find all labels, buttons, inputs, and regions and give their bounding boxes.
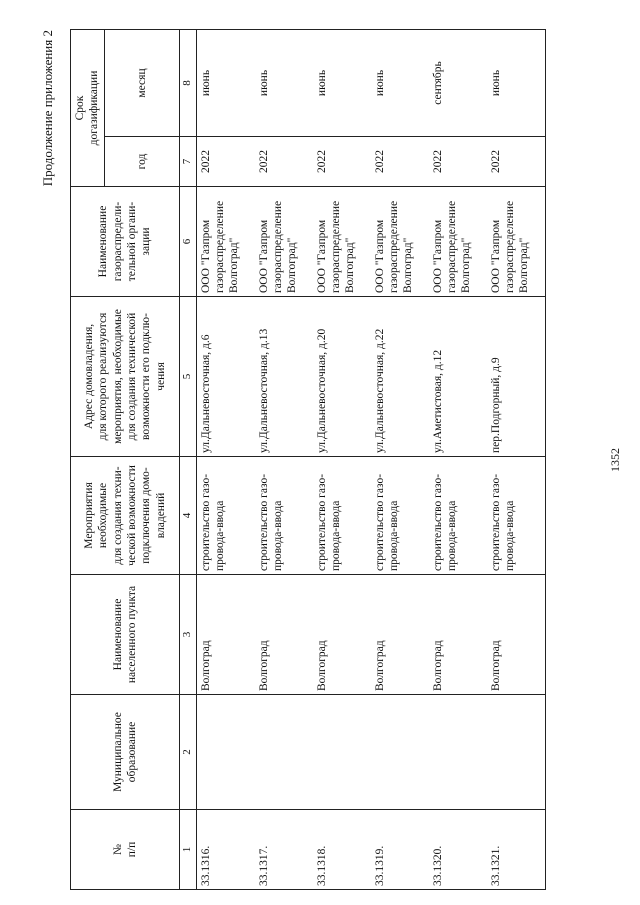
column-number: 4 <box>179 457 196 575</box>
header-number: № п/п <box>71 810 180 890</box>
measure-cell: строительство газо- провода-ввода <box>371 457 429 575</box>
column-number: 2 <box>179 695 196 810</box>
settlement-cell: Волгоград <box>313 575 371 695</box>
municipality-cell <box>313 695 371 810</box>
table-row <box>429 30 487 890</box>
year-cell: 2022 <box>255 137 313 187</box>
year-cell: 2022 <box>371 137 429 187</box>
table-row <box>371 30 429 890</box>
municipality-cell <box>429 695 487 810</box>
header-settlement: Наименование населенного пункта <box>71 575 180 695</box>
settlement-cell: Волгоград <box>255 575 313 695</box>
appendix-caption: Продолжение приложения 2 <box>40 30 55 187</box>
measure-cell: строительство газо- провода-ввода <box>429 457 487 575</box>
address-cell: пер.Подгорный, д.9 <box>487 297 546 457</box>
rotated-page <box>40 30 630 890</box>
table-row <box>196 30 255 890</box>
municipality-cell <box>196 695 255 810</box>
table-row <box>255 30 313 890</box>
year-cell: 2022 <box>313 137 371 187</box>
column-number: 6 <box>179 187 196 297</box>
month-cell: июнь <box>255 30 313 137</box>
year-cell: 2022 <box>487 137 546 187</box>
year-cell: 2022 <box>196 137 255 187</box>
table-body <box>196 30 545 890</box>
row-number: 33.1319. <box>371 810 429 890</box>
address-cell: ул.Дальневосточная, д.20 <box>313 297 371 457</box>
header-organization: Наименование газораспредели- тельной органи- зации <box>71 187 180 297</box>
header-municipality: Муниципальное образование <box>71 695 180 810</box>
header-address: Адрес домовладения, для которого реализуются мероприятия, необходимые для создания технической возможности его подклю- чения <box>71 297 180 457</box>
address-cell: ул.Дальневосточная, д.6 <box>196 297 255 457</box>
settlement-cell: Волгоград <box>196 575 255 695</box>
header-measures: Мероприятия необходимые для создания техни- ческой возможности подключения домо- владений <box>71 457 180 575</box>
settlement-cell: Волгоград <box>487 575 546 695</box>
column-number: 3 <box>179 575 196 695</box>
column-number-row <box>179 30 196 890</box>
municipality-cell <box>371 695 429 810</box>
settlement-cell: Волгоград <box>371 575 429 695</box>
row-number: 33.1317. <box>255 810 313 890</box>
settlement-cell: Волгоград <box>429 575 487 695</box>
header-deadline: Срок догазификации <box>71 30 105 187</box>
column-number: 8 <box>179 30 196 137</box>
municipality-cell <box>487 695 546 810</box>
table-row <box>487 30 546 890</box>
page-number: 1352 <box>608 448 622 472</box>
organization-cell: ООО "Газпром газораспределение Волгоград" <box>429 187 487 297</box>
row-number: 33.1321. <box>487 810 546 890</box>
municipality-cell <box>255 695 313 810</box>
measure-cell: строительство газо- провода-ввода <box>313 457 371 575</box>
row-number: 33.1320. <box>429 810 487 890</box>
month-cell: июнь <box>371 30 429 137</box>
column-number: 1 <box>179 810 196 890</box>
row-number: 33.1316. <box>196 810 255 890</box>
address-cell: ул.Дальневосточная, д.13 <box>255 297 313 457</box>
measure-cell: строительство газо- провода-ввода <box>487 457 546 575</box>
month-cell: июнь <box>313 30 371 137</box>
measure-cell: строительство газо- провода-ввода <box>196 457 255 575</box>
organization-cell: ООО "Газпром газораспределение Волгоград" <box>196 187 255 297</box>
header-year: год <box>104 137 179 187</box>
column-number: 7 <box>179 137 196 187</box>
address-cell: ул.Аметистовая, д.12 <box>429 297 487 457</box>
organization-cell: ООО "Газпром газораспределение Волгоград" <box>313 187 371 297</box>
header-month: месяц <box>104 30 179 137</box>
address-cell: ул.Дальневосточная, д.22 <box>371 297 429 457</box>
row-number: 33.1318. <box>313 810 371 890</box>
organization-cell: ООО "Газпром газораспределение Волгоград" <box>487 187 546 297</box>
month-cell: сентябрь <box>429 30 487 137</box>
gasification-table <box>70 29 546 890</box>
month-cell: июнь <box>196 30 255 137</box>
organization-cell: ООО "Газпром газораспределение Волгоград" <box>371 187 429 297</box>
column-number: 5 <box>179 297 196 457</box>
month-cell: июнь <box>487 30 546 137</box>
table-row <box>313 30 371 890</box>
organization-cell: ООО "Газпром газораспределение Волгоград" <box>255 187 313 297</box>
year-cell: 2022 <box>429 137 487 187</box>
measure-cell: строительство газо- провода-ввода <box>255 457 313 575</box>
